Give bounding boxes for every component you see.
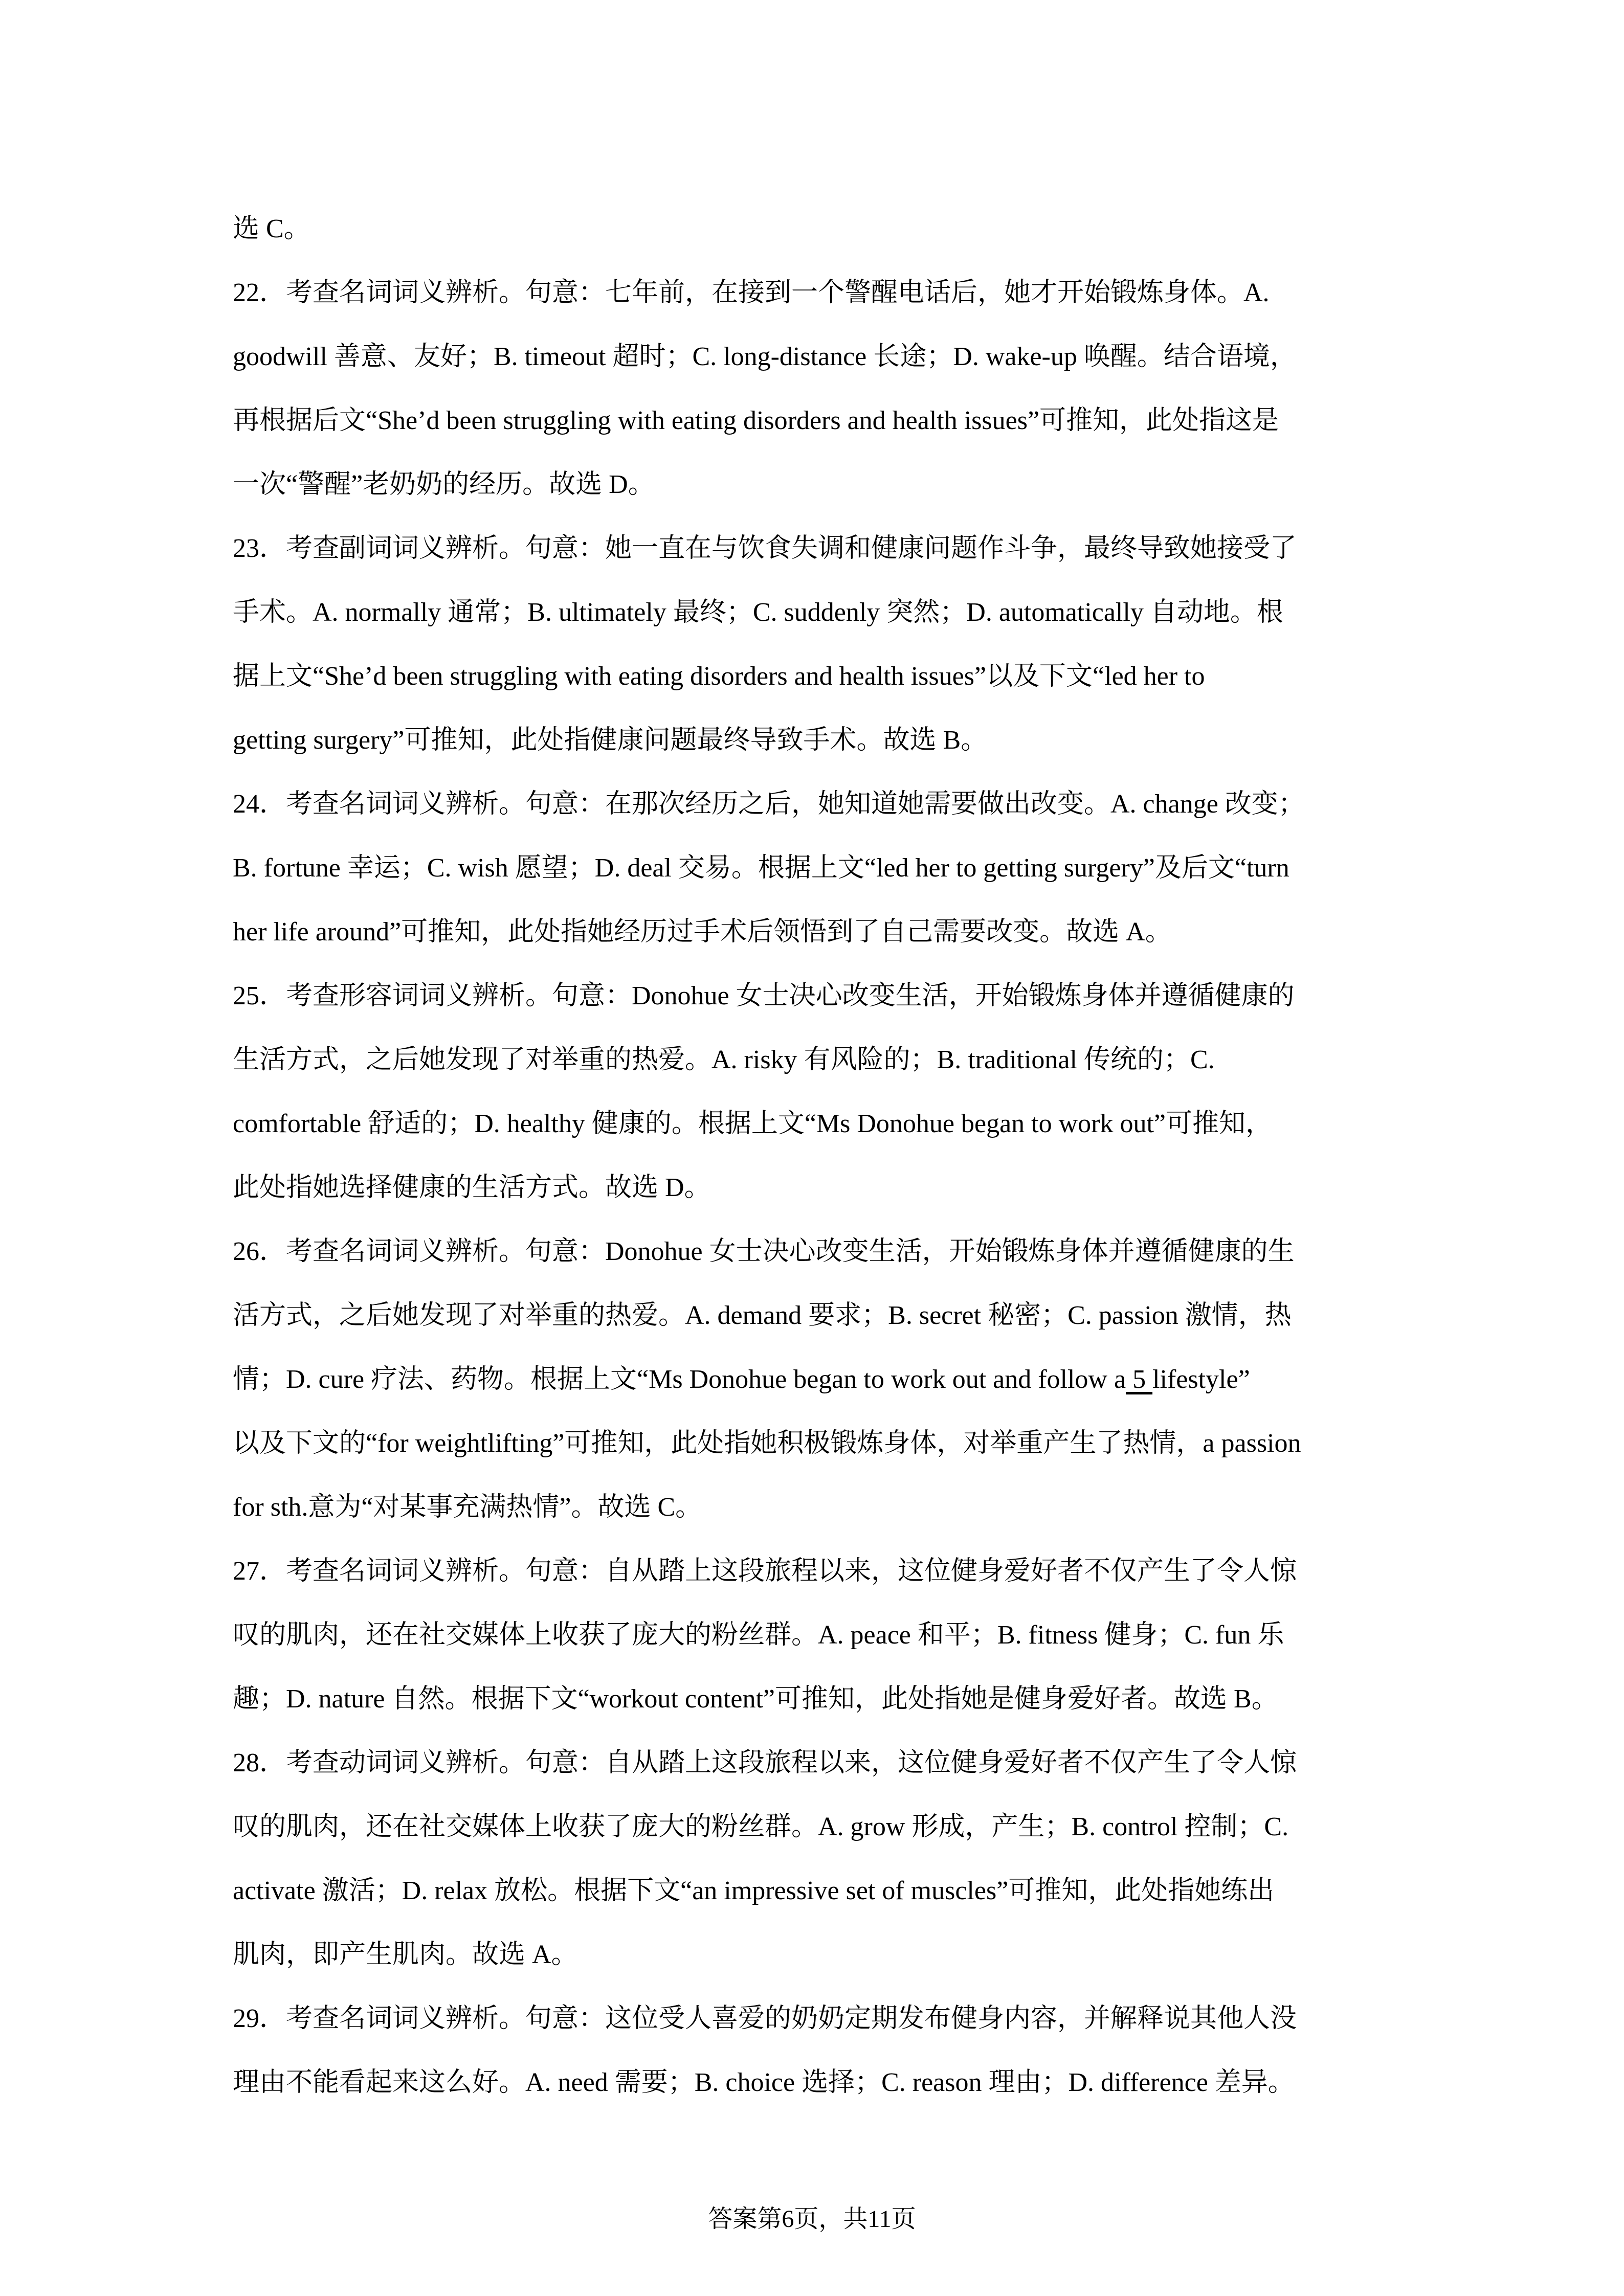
- text-line: 25．考查形容词词义辨析。句意：Donohue 女士决心改变生活，开始锻炼身体并遵循健康的: [233, 981, 1295, 1010]
- answer-explanations: [233, 197, 1409, 2114]
- text-line: 理由不能看起来这么好。A. need 需要；B. choice 选择；C. reason 理由；D. difference 差异。: [233, 2068, 1295, 2097]
- text-line: 27．考查名词词义辨析。句意：自从踏上这段旅程以来，这位健身爱好者不仅产生了令人惊: [233, 1557, 1297, 1586]
- text-line: for sth.意为“对某事充满热情”。故选 C。: [233, 1493, 702, 1522]
- text-line: activate 激活；D. relax 放松。根据下文“an impressive set of muscles”可推知，此处指她练出: [233, 1876, 1275, 1905]
- text-line: 再根据后文“She’d been struggling with eating disorders and health issues”可推知，此处指这是: [233, 406, 1279, 435]
- text-line: 活方式，之后她发现了对举重的热爱。A. demand 要求；B. secret 秘密；C. passion 激情，热: [233, 1301, 1292, 1330]
- text-line: 肌肉，即产生肌肉。故选 A。: [233, 1940, 578, 1969]
- text-line: 选 C。: [233, 214, 310, 243]
- page-footer: 答案第6页，共11页: [708, 2205, 916, 2233]
- text-line: 以及下文的“for weightlifting”可推知，此处指她积极锻炼身体，对举重产生了热情，a passion: [233, 1429, 1301, 1458]
- text-line: B. fortune 幸运；C. wish 愿望；D. deal 交易。根据上文“led her to getting surgery”及后文“turn: [233, 853, 1289, 883]
- text-line: 26．考查名词词义辨析。句意：Donohue 女士决心改变生活，开始锻炼身体并遵循健康的生: [233, 1237, 1295, 1266]
- text-line: 手术。A. normally 通常；B. ultimately 最终；C. suddenly 突然；D. automatically 自动地。根: [233, 598, 1283, 627]
- text-line: her life around”可推知，此处指她经历过手术后领悟到了自己需要改变。故选 A。: [233, 917, 1172, 947]
- text-line: 叹的肌肉，还在社交媒体上收获了庞大的粉丝群。A. peace 和平；B. fitness 健身；C. fun 乐: [233, 1620, 1284, 1650]
- text-line: 趣；D. nature 自然。根据下文“workout content”可推知，此处指她是健身爱好者。故选 B。: [233, 1684, 1278, 1714]
- text-line: 28．考查动词词义辨析。句意：自从踏上这段旅程以来，这位健身爱好者不仅产生了令人惊: [233, 1748, 1297, 1777]
- text-line: 生活方式，之后她发现了对举重的热爱。A. risky 有风险的；B. traditional 传统的；C.: [233, 1045, 1215, 1074]
- cloze-blank-number: 5: [1126, 1365, 1153, 1394]
- text-line: 24．考查名词词义辨析。句意：在那次经历之后，她知道她需要做出改变。A. change 改变；: [233, 790, 1305, 819]
- text-line: 23．考查副词词义辨析。句意：她一直在与饮食失调和健康问题作斗争，最终导致她接受了: [233, 534, 1297, 563]
- text-line: 此处指她选择健康的生活方式。故选 D。: [233, 1173, 711, 1202]
- line-segment: 情；D. cure 疗法、药物。根据上文“Ms Donohue began to work out and follow a: [233, 1365, 1126, 1394]
- text-line: getting surgery”可推知，此处指健康问题最终导致手术。故选 B。: [233, 726, 988, 755]
- text-line: 叹的肌肉，还在社交媒体上收获了庞大的粉丝群。A. grow 形成，产生；B. control 控制；C.: [233, 1812, 1289, 1841]
- text-line: 一次“警醒”老奶奶的经历。故选 D。: [233, 470, 655, 499]
- text-line: comfortable 舒适的；D. healthy 健康的。根据上文“Ms Donohue began to work out”可推知，: [233, 1109, 1273, 1138]
- text-line: [233, 1347, 1409, 1411]
- text-line: 据上文“She’d been struggling with eating disorders and health issues”以及下文“led her to: [233, 662, 1205, 691]
- line-segment: lifestyle”: [1152, 1365, 1250, 1394]
- text-line: goodwill 善意、友好；B. timeout 超时；C. long-distance 长途；D. wake-up 唤醒。结合语境，: [233, 342, 1297, 371]
- text-line: 29．考查名词词义辨析。句意：这位受人喜爱的奶奶定期发布健身内容，并解释说其他人没: [233, 2004, 1297, 2033]
- text-line: 22．考查名词词义辨析。句意：七年前，在接到一个警醒电话后，她才开始锻炼身体。A.: [233, 278, 1270, 307]
